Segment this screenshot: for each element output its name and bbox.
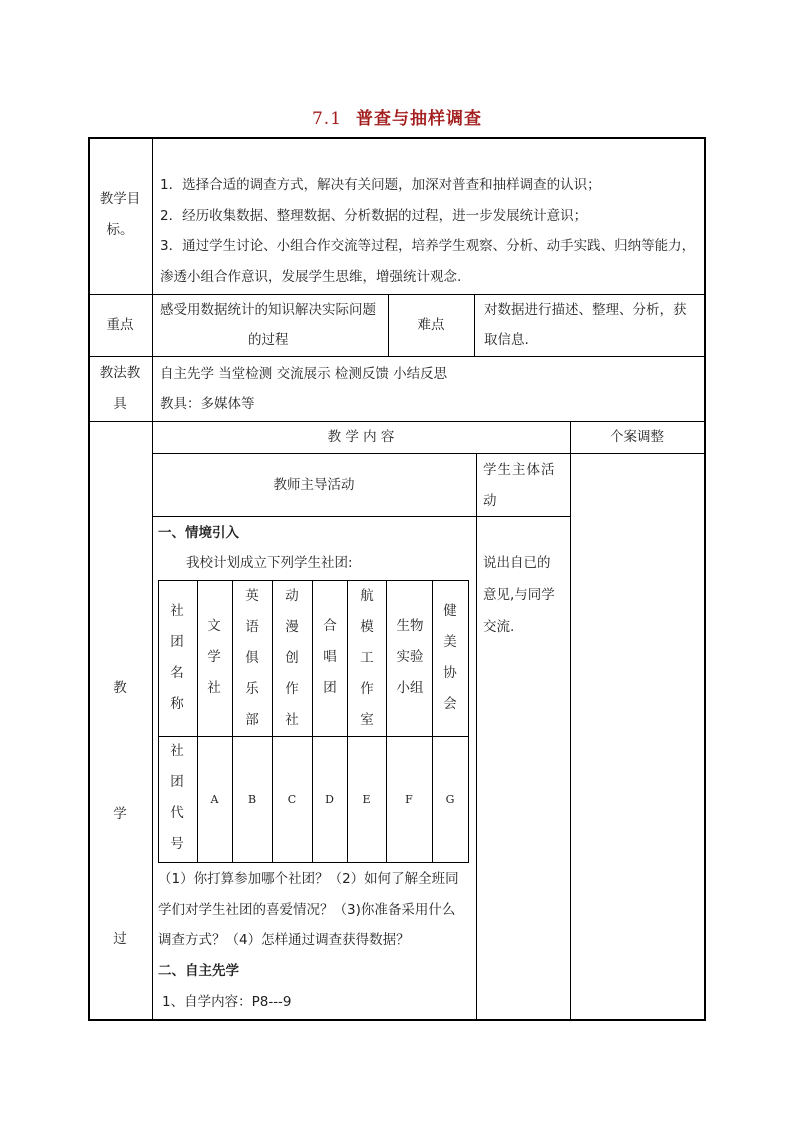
row-divider	[88, 356, 705, 357]
difficulty-line: 对数据进行描述、整理、分析，获	[484, 302, 687, 318]
clubs-header-code: 社团代号	[170, 743, 184, 852]
objectives-label: 教学目标。	[99, 191, 141, 238]
student-note-line: 意见,与同学	[483, 587, 555, 603]
table-top-border	[88, 137, 706, 139]
club-code: A	[210, 793, 219, 806]
difficulty-label: 难点	[417, 317, 445, 333]
methods-label: 教法教具	[99, 365, 141, 412]
clubs-col-line	[386, 580, 387, 862]
question-line: 调查方式？（4）怎样通过调查获得数据？	[158, 932, 410, 948]
section1-title: 一、情境引入	[158, 525, 239, 541]
key-point-label: 重点	[106, 317, 134, 333]
cell-divider	[474, 294, 475, 356]
question-line: （1）你打算参加哪个社团？（2）如何了解全班同	[158, 871, 459, 887]
methods-line: 教具：多媒体等	[160, 396, 255, 412]
club-name: 合唱团	[323, 618, 337, 696]
clubs-table-top	[158, 580, 469, 581]
objective-line: 2．经历收集数据、整理数据、分析数据的过程，进一步发展统计意识；	[160, 208, 588, 224]
activity-column-divider	[476, 453, 477, 1020]
row-divider	[152, 453, 705, 454]
student-activity-header: 学生主体活动	[483, 462, 556, 509]
club-name: 英语俱乐部	[245, 588, 259, 728]
question-line: 学们对学生社团的喜爱情况？（3)你准备采用什么	[158, 902, 456, 918]
label-column-divider	[152, 137, 153, 1020]
club-code: G	[445, 793, 455, 806]
clubs-table-bottom	[158, 862, 469, 863]
clubs-col-line	[197, 580, 198, 862]
methods-line: 自主先学 当堂检测 交流展示 检测反馈 小结反思	[160, 366, 448, 382]
title-text: 普查与抽样调查	[356, 109, 483, 129]
club-name: 动漫创作社	[285, 588, 299, 728]
club-code: B	[247, 793, 257, 806]
section2-title: 二、自主先学	[158, 963, 239, 979]
clubs-col-line	[468, 580, 469, 862]
table-left-border	[88, 137, 90, 1021]
key-point-line: 感受用数据统计的知识解决实际问题	[160, 302, 376, 318]
clubs-col-line	[272, 580, 273, 862]
title-number: 7.1	[311, 109, 343, 129]
club-name: 生物实验小组	[396, 618, 424, 696]
club-code: F	[405, 793, 413, 806]
clubs-header-name: 社团名称	[170, 603, 184, 712]
club-name: 文学社	[207, 618, 221, 696]
student-note-line: 说出自已的	[483, 555, 551, 571]
club-name: 航模工作室	[360, 588, 374, 728]
section2-item: 1、自学内容：P8---9	[162, 994, 292, 1010]
key-point-line: 的过程	[248, 332, 289, 348]
clubs-col-line	[158, 580, 159, 862]
club-code: C	[287, 793, 297, 806]
process-label-char: 教	[113, 680, 127, 696]
difficulty-line: 取信息.	[484, 332, 529, 348]
clubs-col-line	[432, 580, 433, 862]
section1-intro: 我校计划成立下列学生社团:	[186, 555, 353, 571]
objective-line: 3．通过学生讨论、小组合作交流等过程，培养学生观察、分析、动手实践、归纳等能力，	[160, 238, 696, 254]
clubs-table-mid	[158, 736, 469, 737]
page-title	[0, 104, 794, 129]
clubs-col-line	[312, 580, 313, 862]
content-header: 教 学 内 容	[327, 429, 395, 445]
clubs-col-line	[232, 580, 233, 862]
objective-line: 1．选择合适的调查方式，解决有关问题，加深对普查和抽样调查的认识；	[160, 177, 601, 193]
case-column-divider	[570, 421, 571, 1020]
student-note-line: 交流.	[483, 619, 515, 635]
club-code: E	[362, 793, 371, 806]
table-bottom-border	[88, 1019, 706, 1021]
clubs-col-line	[347, 580, 348, 862]
case-adjust-header: 个案调整	[610, 429, 664, 445]
teacher-activity-header: 教师主导活动	[273, 477, 355, 493]
process-label-char: 学	[113, 806, 127, 822]
club-code: D	[325, 793, 334, 806]
process-label-char: 过	[113, 931, 127, 947]
club-name: 健美协会	[443, 603, 457, 712]
table-right-border	[704, 137, 706, 1021]
objective-line: 渗透小组合作意识，发展学生思维，增强统计观念.	[160, 269, 462, 285]
